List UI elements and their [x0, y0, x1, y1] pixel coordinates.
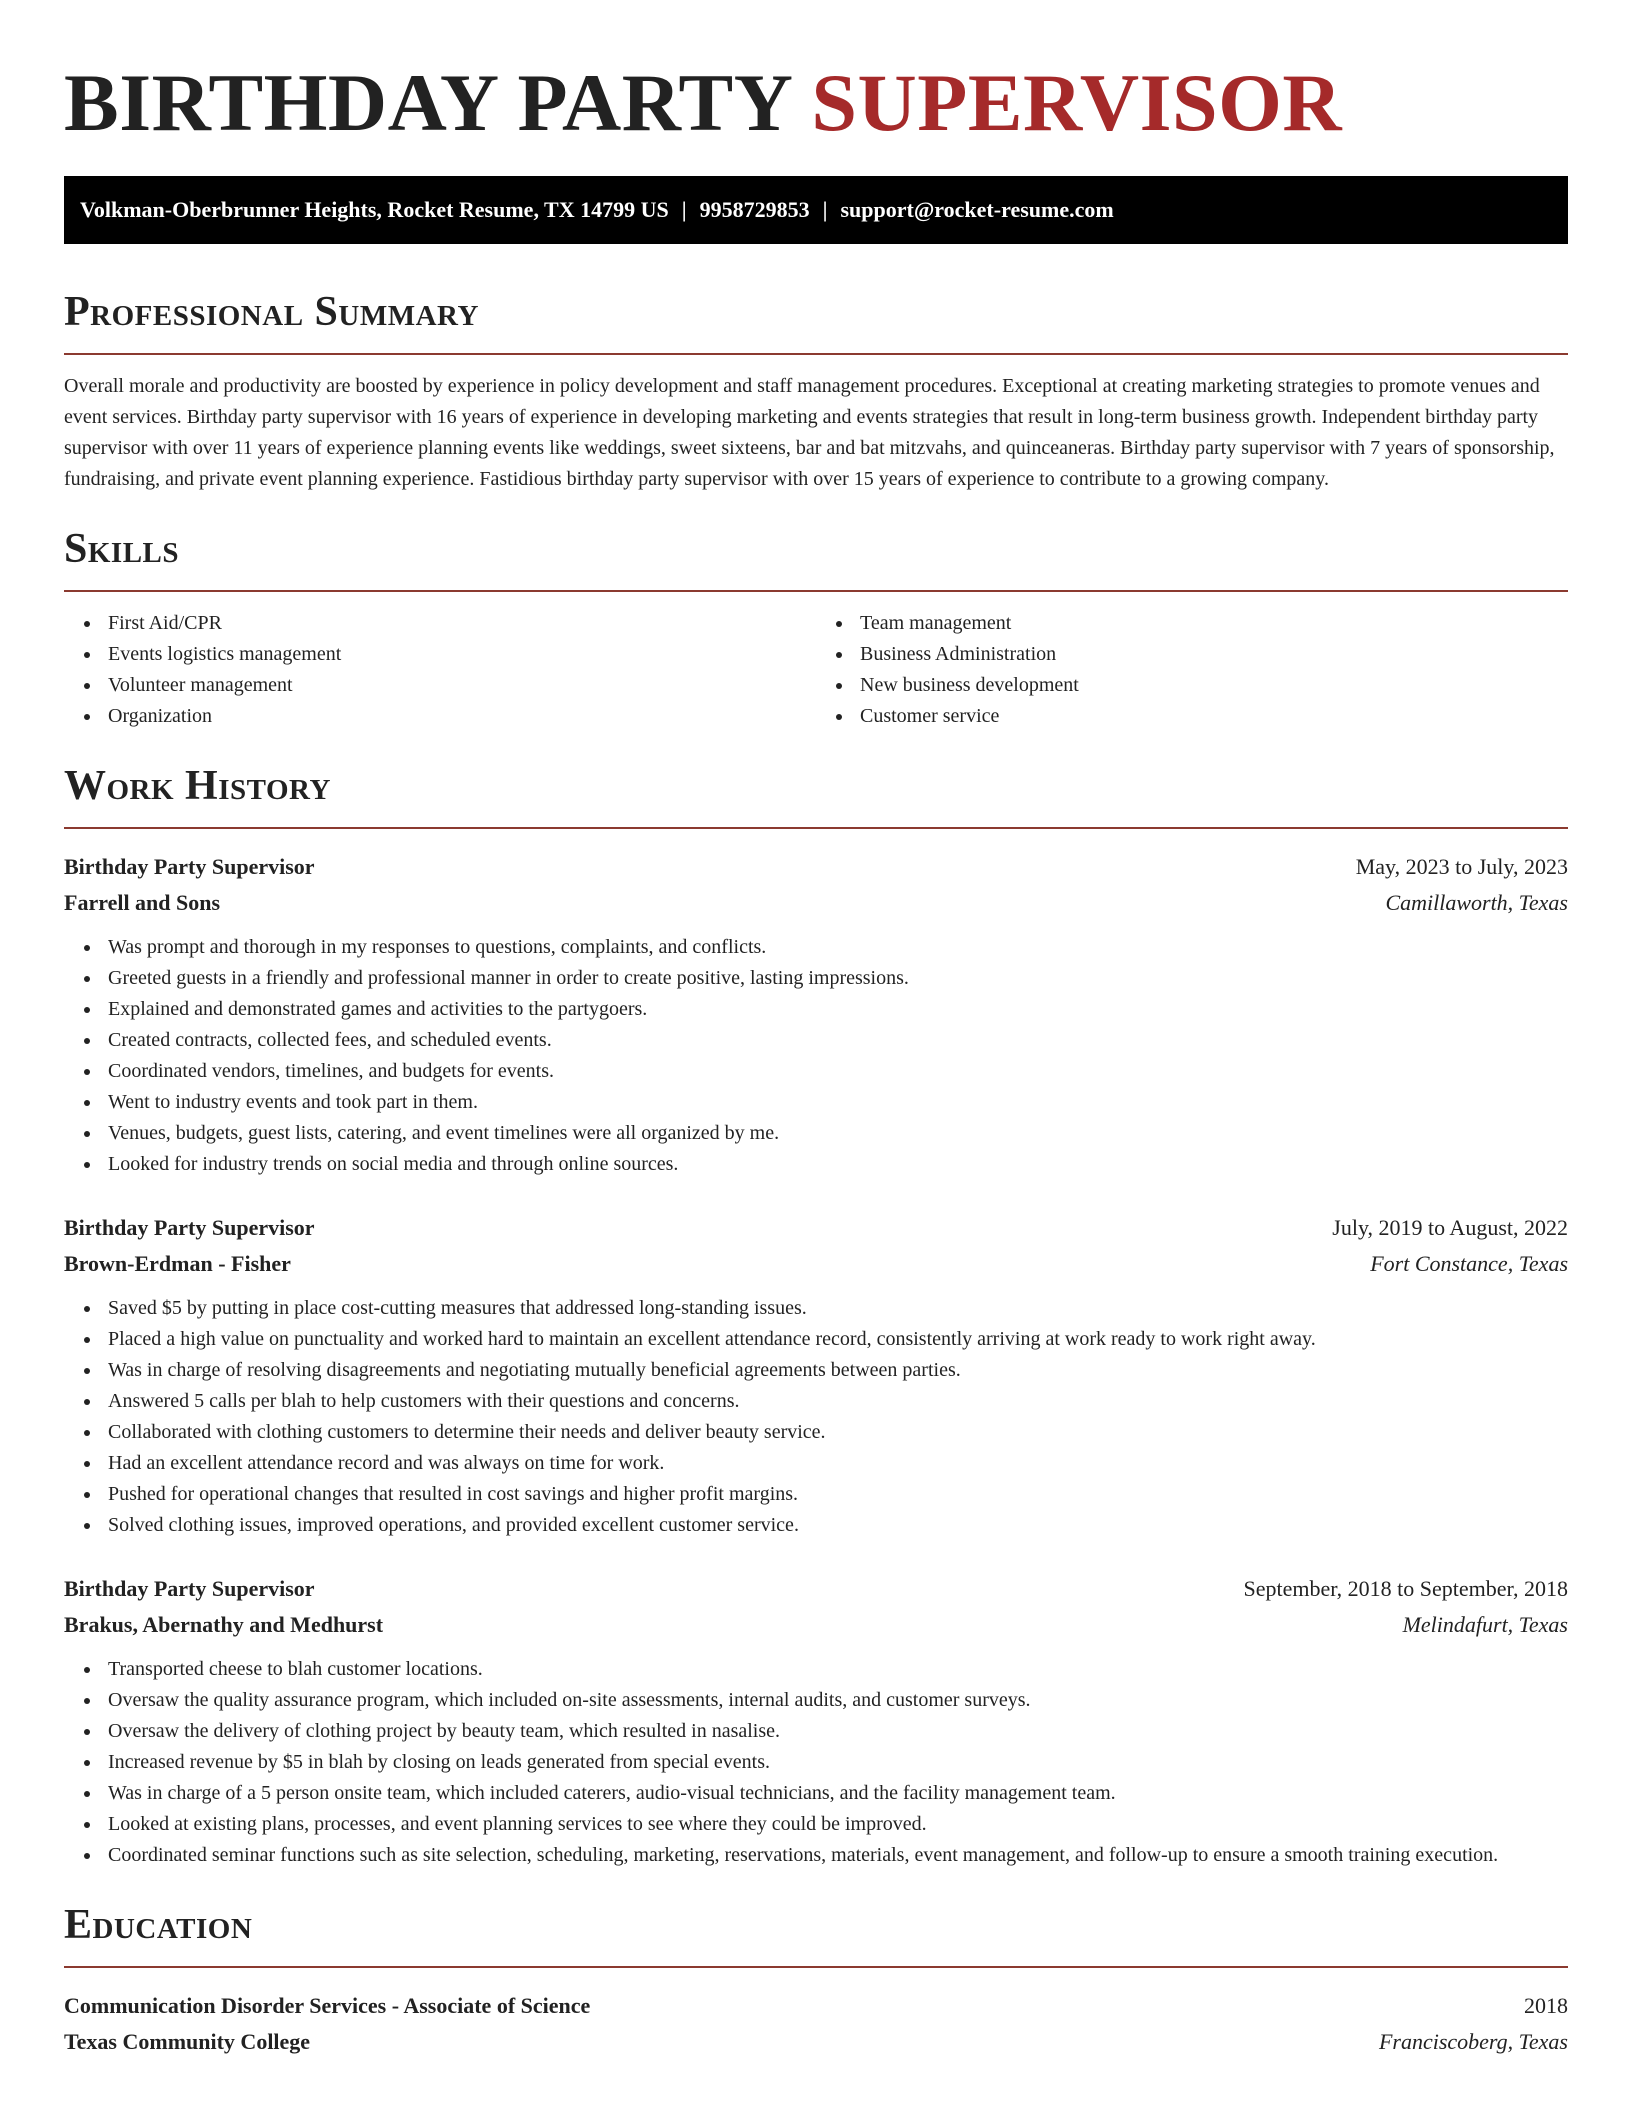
job-company-row	[64, 885, 1568, 921]
job-company: Brakus, Abernathy and Medhurst	[64, 1612, 384, 1637]
summary-heading: Professional Summary	[64, 289, 479, 335]
section-divider	[64, 1966, 1568, 1968]
job-duty: Was prompt and thorough in my responses to questions, complaints, and conflicts.	[108, 932, 1568, 963]
job-duty: Went to industry events and took part in them.	[108, 1087, 1568, 1118]
contact-separator: |	[822, 197, 828, 222]
job-duty: Looked for industry trends on social media and through online sources.	[108, 1149, 1568, 1180]
job-dates: September, 2018 to September, 2018	[1243, 1576, 1568, 1601]
skill-item: First Aid/CPR	[108, 608, 816, 639]
work-history-heading: Work History	[64, 763, 331, 809]
job-duty: Had an excellent attendance record and was always on time for work.	[108, 1448, 1568, 1479]
job-duty: Increased revenue by $5 in blah by closing on leads generated from special events.	[108, 1747, 1568, 1778]
job-dates: May, 2023 to July, 2023	[1355, 854, 1568, 879]
job-duties	[64, 932, 1568, 1180]
job-duty: Created contracts, collected fees, and scheduled events.	[108, 1025, 1568, 1056]
skill-item: Events logistics management	[108, 639, 816, 670]
job-entry	[64, 849, 1568, 1180]
contact-address: Volkman-Oberbrunner Heights, Rocket Resume, TX 14799 US	[80, 197, 669, 222]
job-entry	[64, 1210, 1568, 1541]
education-school: Texas Community College	[64, 2029, 311, 2054]
job-header-row	[64, 1210, 1568, 1246]
section-divider	[64, 353, 1568, 355]
job-company-row	[64, 1246, 1568, 1282]
title-main: BIRTHDAY PARTY	[64, 57, 791, 148]
job-duty: Venues, budgets, guest lists, catering, and event timelines were all organized by me.	[108, 1118, 1568, 1149]
job-duties	[64, 1654, 1568, 1871]
job-title: Birthday Party Supervisor	[64, 1576, 315, 1601]
title-accent: SUPERVISOR	[811, 57, 1343, 148]
education-year: 2018	[1524, 1993, 1568, 2018]
skills-column-right	[816, 608, 1568, 732]
job-duty: Placed a high value on punctuality and worked hard to maintain an excellent attendance record, consistently arriving at work ready to work right away.	[108, 1324, 1568, 1355]
job-location: Fort Constance, Texas	[1370, 1251, 1568, 1276]
skill-item: Team management	[860, 608, 1568, 639]
skills-list	[64, 608, 1568, 732]
job-duty: Answered 5 calls per blah to help customers with their questions and concerns.	[108, 1386, 1568, 1417]
section-divider	[64, 827, 1568, 829]
job-duty: Was in charge of a 5 person onsite team, which included caterers, audio-visual technicians, and the facility management team.	[108, 1778, 1568, 1809]
job-duty: Collaborated with clothing customers to determine their needs and deliver beauty service.	[108, 1417, 1568, 1448]
contact-bar	[64, 176, 1568, 244]
job-header-row	[64, 1571, 1568, 1607]
job-entry	[64, 1571, 1568, 1871]
skill-item: Customer service	[860, 701, 1568, 732]
job-duty: Was in charge of resolving disagreements and negotiating mutually beneficial agreements between parties.	[108, 1355, 1568, 1386]
job-company: Farrell and Sons	[64, 890, 221, 915]
education-location: Franciscoberg, Texas	[1378, 2029, 1568, 2054]
job-title: Birthday Party Supervisor	[64, 1215, 315, 1240]
skill-item: New business development	[860, 670, 1568, 701]
skill-item: Organization	[108, 701, 816, 732]
skill-item: Business Administration	[860, 639, 1568, 670]
job-duty: Oversaw the quality assurance program, which included on-site assessments, internal audits, and customer surveys.	[108, 1685, 1568, 1716]
education-degree-row	[64, 1988, 1568, 2024]
job-location: Melindafurt, Texas	[1402, 1612, 1568, 1637]
job-duty: Pushed for operational changes that resulted in cost savings and higher profit margins.	[108, 1479, 1568, 1510]
contact-email[interactable]: support@rocket-resume.com	[840, 197, 1114, 222]
contact-phone[interactable]: 9958729853	[699, 197, 810, 222]
job-duty: Coordinated seminar functions such as site selection, scheduling, marketing, reservations, materials, event management, and follow-up to ensure a smooth training execution.	[108, 1840, 1568, 1871]
job-duty: Transported cheese to blah customer locations.	[108, 1654, 1568, 1685]
summary-text: Overall morale and productivity are boosted by experience in policy development and staff management procedures. Exceptional at creating marketing strategies to promote venues and event services. Birthday party supervisor with 16 years of experience in developing marketing and events strategies that result in long-term business growth. Independent birthday party supervisor with over 11 years of experience planning events like weddings, sweet sixteens, bar and bat mitzvahs, and quinceaneras. Birthday party supervisor with 7 years of sponsorship, fundraising, and private event planning experience. Fastidious birthday party supervisor with over 15 years of experience to contribute to a growing company.	[64, 375, 1555, 490]
job-title: Birthday Party Supervisor	[64, 854, 315, 879]
section-divider	[64, 590, 1568, 592]
job-location: Camillaworth, Texas	[1385, 890, 1568, 915]
job-company-row	[64, 1607, 1568, 1643]
contact-separator: |	[681, 197, 687, 222]
job-duty: Oversaw the delivery of clothing project by beauty team, which resulted in nasalise.	[108, 1716, 1568, 1747]
job-duty: Coordinated vendors, timelines, and budgets for events.	[108, 1056, 1568, 1087]
job-company: Brown-Erdman - Fisher	[64, 1251, 291, 1276]
job-duty: Looked at existing plans, processes, and event planning services to see where they could be improved.	[108, 1809, 1568, 1840]
resume-content	[64, 0, 1568, 2060]
education-entry	[64, 1988, 1568, 2060]
education-heading: Education	[64, 1902, 253, 1948]
education-degree: Communication Disorder Services - Associate of Science	[64, 1993, 591, 2018]
education-school-row	[64, 2024, 1568, 2060]
job-duties	[64, 1293, 1568, 1541]
job-duty: Solved clothing issues, improved operations, and provided excellent customer service.	[108, 1510, 1568, 1541]
skills-heading: Skills	[64, 526, 180, 572]
job-duty: Explained and demonstrated games and activities to the partygoers.	[108, 994, 1568, 1025]
job-dates: July, 2019 to August, 2022	[1332, 1215, 1568, 1240]
skills-column-left	[64, 608, 816, 732]
skill-item: Volunteer management	[108, 670, 816, 701]
job-duty: Saved $5 by putting in place cost-cutting measures that addressed long-standing issues.	[108, 1293, 1568, 1324]
job-duty: Greeted guests in a friendly and professional manner in order to create positive, lasting impressions.	[108, 963, 1568, 994]
job-header-row	[64, 849, 1568, 885]
resume-title	[64, 0, 1568, 151]
